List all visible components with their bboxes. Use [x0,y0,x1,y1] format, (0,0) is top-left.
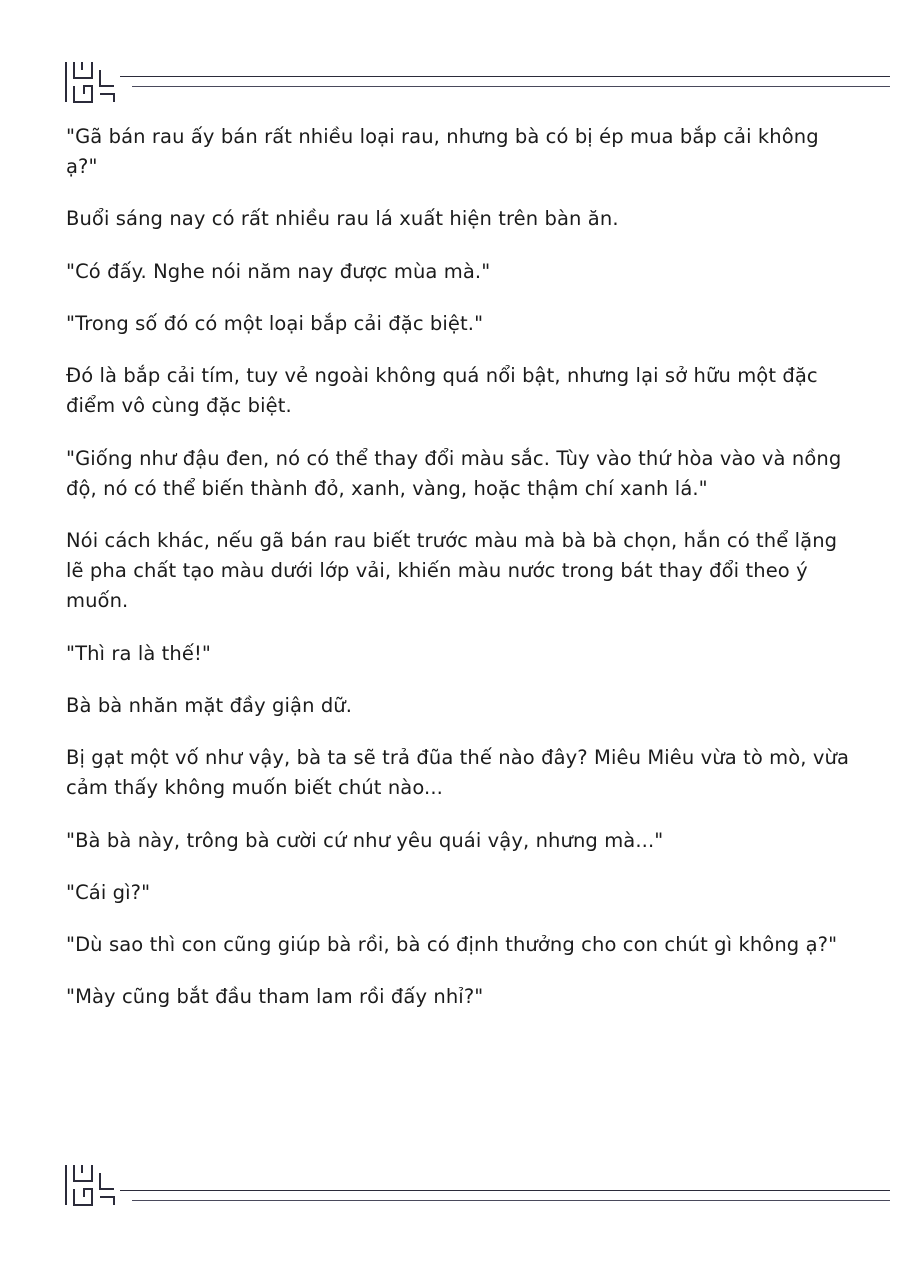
footer-divider-line-secondary [132,1200,890,1201]
paragraph: "Mày cũng bắt đầu tham lam rồi đấy nhỉ?" [66,985,484,1009]
paragraph: Bà bà nhăn mặt đầy giận dữ. [66,693,353,717]
paragraph: Nói cách khác, nếu gã bán rau biết trước màu mà bà bà chọn, hắn có thể lặng lẽ pha chất tạo màu dưới lớp vải, khiến màu nước trong bát thay đổi theo ý muốn. [66,528,844,613]
decorative-corner-ornament-top [62,58,122,106]
paragraph: Bị gạt một vố như vậy, bà ta sẽ trả đũa thế nào đây? Miêu Miêu vừa tò mò, vừa cảm thấy không muốn biết chút nào... [66,746,856,800]
paragraph: "Trong số đó có một loại bắp cải đặc biệt." [66,311,484,335]
decorative-corner-ornament-bottom [62,1161,122,1209]
paragraph: "Gã bán rau ấy bán rất nhiều loại rau, nhưng bà có bị ép mua bắp cải không ạ?" [66,125,826,179]
paragraph: "Bà bà này, trông bà cười cứ như yêu quái vậy, nhưng mà..." [66,828,664,852]
paragraph: Buổi sáng nay có rất nhiều rau lá xuất hiện trên bàn ăn. [66,207,619,231]
header-divider-line-secondary [132,86,890,87]
paragraph: "Giống như đậu đen, nó có thể thay đổi màu sắc. Tùy vào thứ hòa vào và nồng độ, nó có thể biến thành đỏ, xanh, vàng, hoặc thậm chí xanh lá." [66,446,848,500]
paragraph: "Có đấy. Nghe nói năm nay được mùa mà." [66,259,491,283]
paragraph: "Thì ra là thế!" [66,641,211,665]
paragraph: Đó là bắp cải tím, tuy vẻ ngoài không quá nổi bật, nhưng lại sở hữu một đặc điểm vô cùng đặc biệt. [66,364,825,418]
paragraph: "Dù sao thì con cũng giúp bà rồi, bà có định thưởng cho con chút gì không ạ?" [66,932,838,956]
footer-divider-line [120,1190,890,1191]
header-divider-line [120,76,890,77]
document-body [66,122,856,1034]
paragraph: "Cái gì?" [66,880,151,904]
